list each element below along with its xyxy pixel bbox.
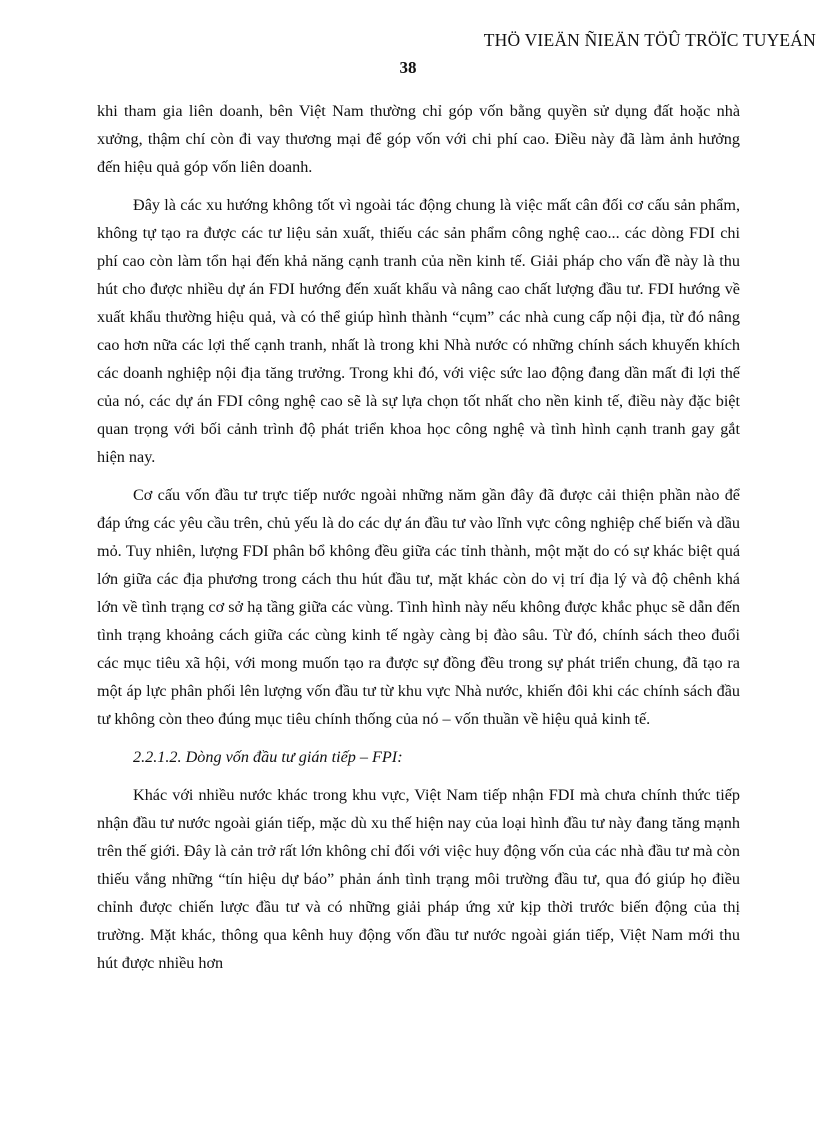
document-body: [97, 97, 740, 987]
paragraph-fdi-trends: Đây là các xu hướng không tốt vì ngoài tác động chung là việc mất cân đối cơ cấu sản phẩm, không tự tạo ra được các tư liệu sản xuất, thiếu các sản phẩm công nghệ cao... các dòng FDI chi phí cao còn làm tổn hại đến khả năng cạnh tranh của nền kinh tế. Giải pháp cho vấn đề này là thu hút cho được nhiều dự án FDI hướng đến xuất khẩu và nâng cao chất lượng đầu tư. FDI hướng về xuất khẩu thường hiệu quả, và có thể giúp hình thành “cụm” các nhà cung cấp nội địa, từ đó nâng cao hơn nữa các lợi thế cạnh tranh, nhất là trong khi Nhà nước có những chính sách khuyến khích các doanh nghiệp nội địa tăng trưởng. Trong khi đó, với việc sức lao động đang dần mất đi lợi thế của nó, các dự án FDI công nghệ cao sẽ là sự lựa chọn tốt nhất cho nền kinh tế, điều này đặc biệt quan trọng với bối cảnh trình độ phát triển khoa học công nghệ và tình hình cạnh tranh gay gắt hiện nay.: [97, 196, 740, 466]
section-heading-fpi: 2.2.1.2. Dòng vốn đầu tư gián tiếp – FPI:: [133, 748, 403, 766]
paragraph-fpi: Khác với nhiều nước khác trong khu vực, Việt Nam tiếp nhận FDI mà chưa chính thức tiếp nhận đầu tư nước ngoài gián tiếp, mặc dù xu thế hiện nay của loại hình đầu tư này đang tăng mạnh trên thế giới. Đây là cản trở rất lớn không chỉ đối với việc huy động vốn của các nhà đầu tư mà còn thiếu vắng những “tín hiệu dự báo” phản ánh tình trạng môi trường đầu tư, qua đó giúp họ điều chỉnh được chiến lược đầu tư và có những giải pháp ứng xử kịp thời trước biến động của thị trường. Mặt khác, thông qua kênh huy động vốn đầu tư nước ngoài gián tiếp, Việt Nam mới thu hút được nhiều hơn: [97, 786, 740, 972]
paragraph-fdi-structure: Cơ cấu vốn đầu tư trực tiếp nước ngoài những năm gần đây đã được cải thiện phần nào để đáp ứng các yêu cầu trên, chủ yếu là do các dự án đầu tư vào lĩnh vực công nghiệp chế biến và dầu mỏ. Tuy nhiên, lượng FDI phân bổ không đều giữa các tỉnh thành, một mặt do có sự khác biệt quá lớn giữa các địa phương trong cách thu hút đầu tư, mặt khác còn do vị trí địa lý và độ chênh khá lớn về tình trạng cơ sở hạ tầng giữa các vùng. Tình hình này nếu không được khắc phục sẽ dẫn đến tình trạng khoảng cách giữa các cùng kinh tế ngày càng bị đào sâu. Từ đó, chính sách theo đuổi các mục tiêu xã hội, với mong muốn tạo ra được sự đồng đều trong sự phát triển chung, đã tạo ra một áp lực phân phối lên lượng vốn đầu tư từ khu vực Nhà nước, khiến đôi khi các chính sách đầu tư không còn theo đúng mục tiêu chính thống của nó – vốn thuần về hiệu quả kinh tế.: [97, 486, 740, 728]
page-number: 38: [399, 58, 417, 77]
paragraph-continuation: khi tham gia liên doanh, bên Việt Nam thường chỉ góp vốn bằng quyền sử dụng đất hoặc nhà xưởng, thậm chí còn đi vay thương mại để góp vốn với chi phí cao. Điều này đã làm ảnh hưởng đến hiệu quả góp vốn liên doanh.: [97, 102, 740, 176]
library-header: THÖ VIEÄN ÑIEÄN TÖÛ TRÖÏC TUYEÁN: [483, 30, 816, 50]
